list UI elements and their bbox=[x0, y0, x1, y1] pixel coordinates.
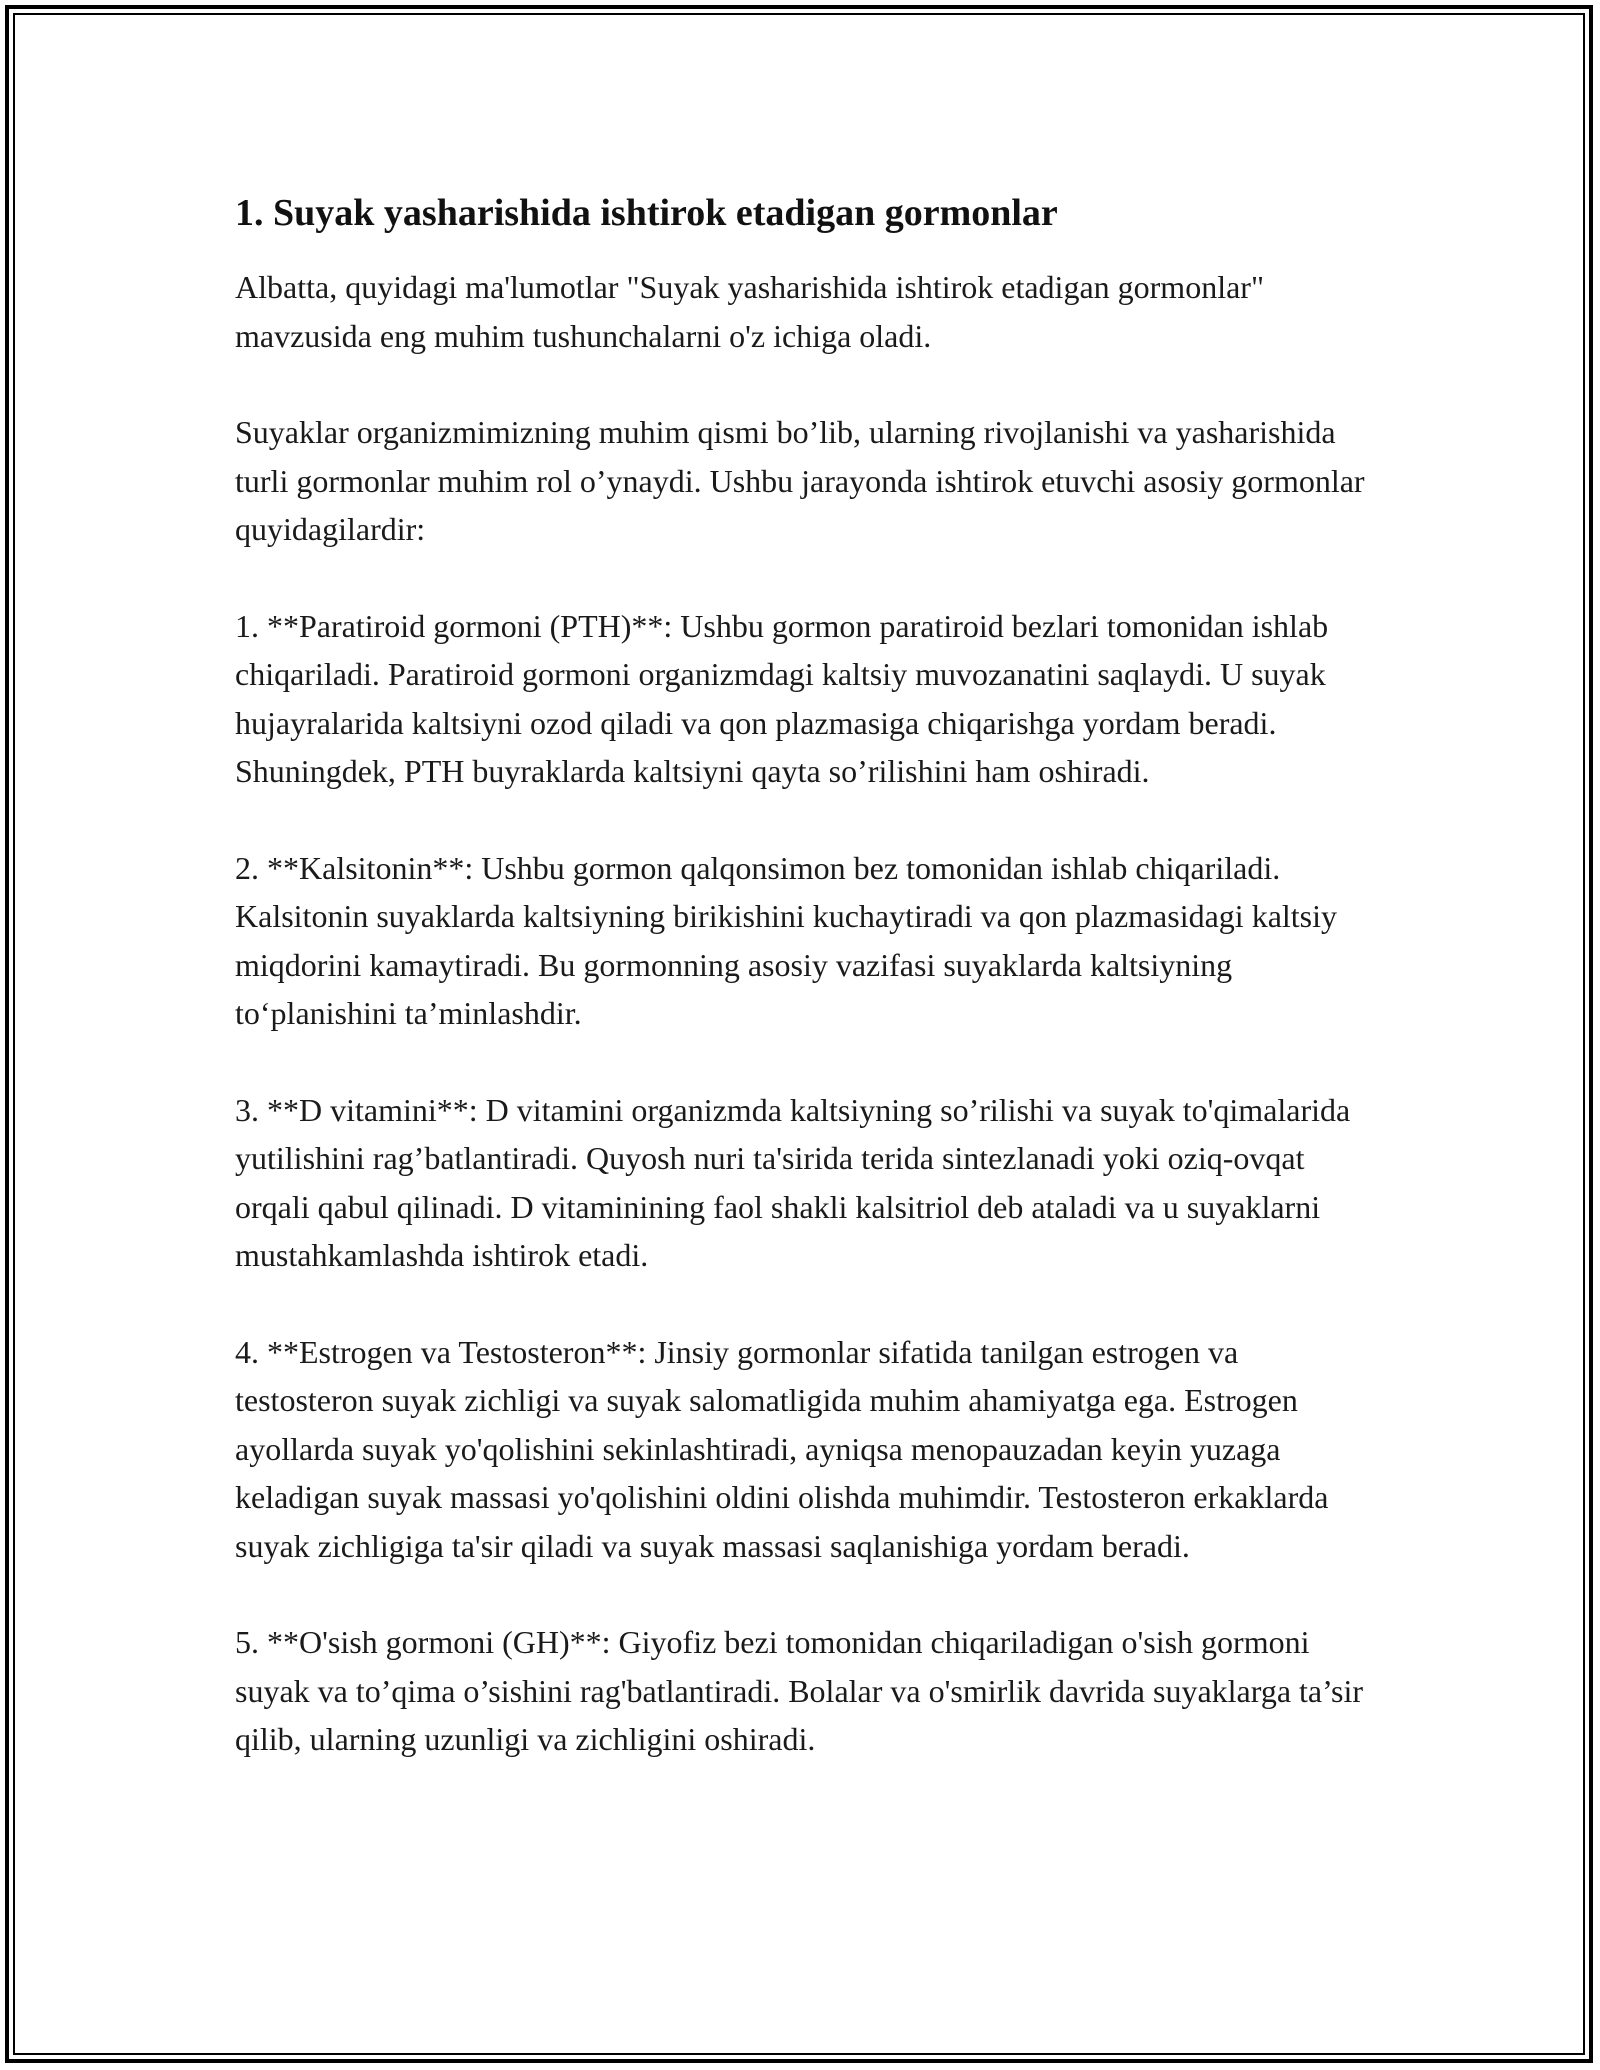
overview-paragraph: Suyaklar organizmimizning muhim qismi bo’lib, ularning rivojlanishi va yasharishida turli gormonlar muhim rol o’ynaydi. Ushbu jarayonda ishtirok etuvchi asosiy gormonlar quyidagilardir: bbox=[235, 414, 1365, 547]
document-body bbox=[235, 185, 1370, 1764]
list-item-estrogen-testosteron: 4. **Estrogen va Testosteron**: Jinsiy gormonlar sifatida tanilgan estrogen va testosteron suyak zichligi va suyak salomatligida muhim ahamiyatga ega. Estrogen ayollarda suyak yo'qolishini sekinlashtiradi, ayniqsa menopauzadan keyin yuzaga keladigan suyak massasi yo'qolishini oldini olishda muhimdir. Testosteron erkaklarda suyak zichligiga ta'sir qiladi va suyak massasi saqlanishiga yordam beradi. bbox=[235, 1333, 1329, 1564]
list-item-paratiroid: 1. **Paratiroid gormoni (PTH)**: Ushbu gormon paratiroid bezlari tomonidan ishlab chiqariladi. Paratiroid gormoni organizmdagi kaltsiy muvozanatini saqlaydi. U suyak hujayralarida kaltsiyni ozod qiladi va qon plazmasiga chiqarishga yordam beradi. Shuningdek, PTH buyraklarda kaltsiyni qayta so’rilishini ham oshiradi. bbox=[235, 607, 1329, 789]
list-item-kalsitonin: 2. **Kalsitonin**: Ushbu gormon qalqonsimon bez tomonidan ishlab chiqariladi. Kalsitonin suyaklarda kaltsiyning birikishini kuchaytiradi va qon plazmasidagi kaltsiy miqdorini kamaytiradi. Bu gormonning asosiy vazifasi suyaklarda kaltsiyning to‘planishini ta’minlashdir. bbox=[235, 849, 1338, 1031]
list-item-osish-gormoni: 5. **O'sish gormoni (GH)**: Giyofiz bezi tomonidan chiqariladigan o'sish gormoni suyak va to’qima o’sishini rag'batlantiradi. Bolalar va o'smirlik davrida suyaklarga ta’sir qilib, ularning uzunligi va zichligini oshiradi. bbox=[235, 1624, 1363, 1757]
list-item-d-vitamini: 3. **D vitamini**: D vitamini organizmda kaltsiyning so’rilishi va suyak to'qimalarida yutilishini rag’batlantiradi. Quyosh nuri ta'sirida terida sintezlanadi yoki oziq-ovqat orqali qabul qilinadi. D vitaminining faol shakli kalsitriol deb ataladi va u suyaklarni mustahkamlashda ishtirok etadi. bbox=[235, 1091, 1351, 1273]
intro-paragraph: Albatta, quyidagi ma'lumotlar "Suyak yasharishida ishtirok etadigan gormonlar" mavzusida eng muhim tushunchalarni o'z ichiga oladi. bbox=[235, 269, 1264, 354]
document-title: 1. Suyak yasharishida ishtirok etadigan gormonlar bbox=[235, 192, 1058, 234]
